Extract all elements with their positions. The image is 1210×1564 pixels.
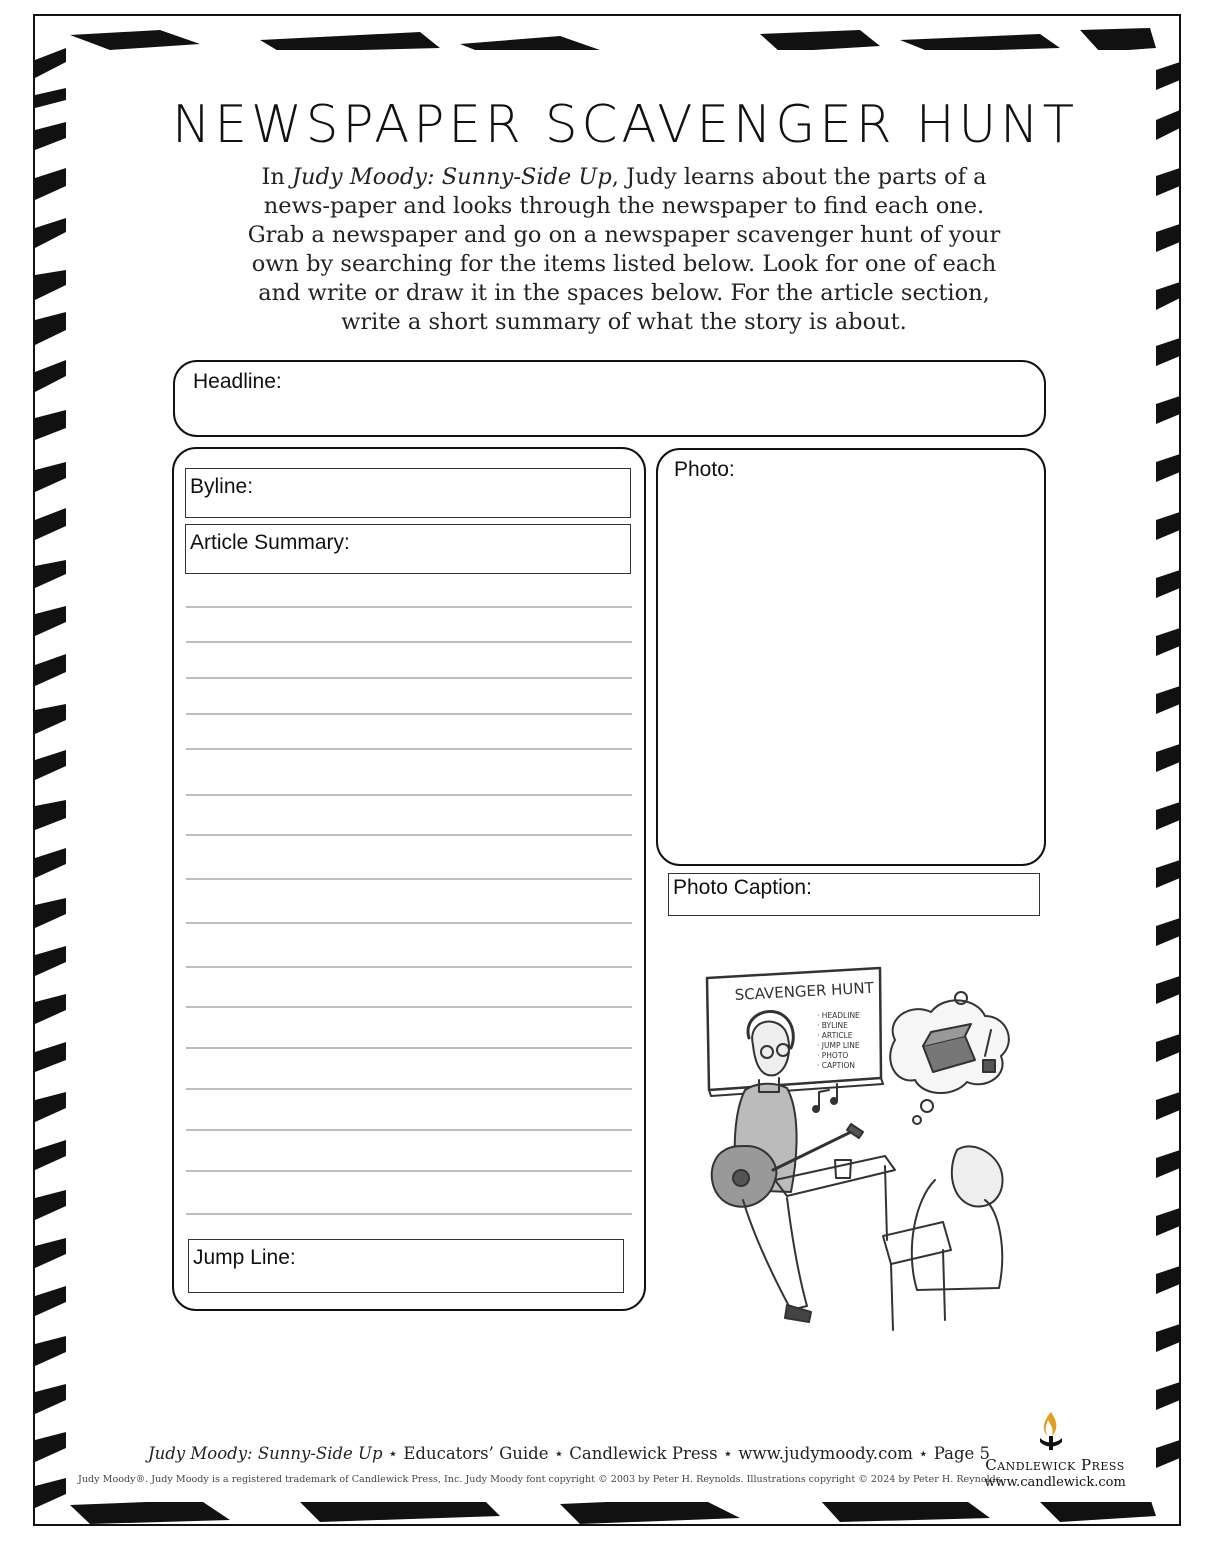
- footer-legal: Judy Moody®. Judy Moody is a registered trademark of Candlewick Press, Inc. Judy Moody font copyright © 2003 by Peter H. Reynolds. Illustrations copyright © 2024 by Peter H. Reynolds.: [78, 1474, 1004, 1485]
- writing-line: [186, 1213, 632, 1215]
- brand-name: Candlewick Press: [985, 1456, 1125, 1474]
- board-item: · JUMP LINE: [817, 1041, 860, 1050]
- photo-box[interactable]: [656, 448, 1046, 866]
- article-summary-label: Article Summary:: [190, 531, 350, 554]
- headline-box[interactable]: [173, 360, 1046, 437]
- board-item: · PHOTO: [817, 1051, 849, 1060]
- writing-line: [186, 1088, 632, 1090]
- photo-label: Photo:: [674, 458, 735, 481]
- writing-line: [186, 966, 632, 968]
- publisher-brand: [975, 1456, 1135, 1490]
- brand-url[interactable]: www.candlewick.com: [984, 1475, 1126, 1490]
- jump-line-label: Jump Line:: [193, 1246, 296, 1269]
- writing-line: [186, 794, 632, 796]
- writing-line: [186, 641, 632, 643]
- writing-line: [186, 713, 632, 715]
- writing-line: [186, 748, 632, 750]
- teacher-guitar-illustration: [695, 960, 1025, 1340]
- writing-line: [186, 1047, 632, 1049]
- writing-line: [186, 677, 632, 679]
- footer-credits: Judy Moody: Sunny-Side Up ⋆ Educators’ Guide ⋆ Candlewick Press ⋆ www.judymoody.com ⋆ Page 5: [148, 1444, 991, 1463]
- board-item: · CAPTION: [817, 1061, 855, 1070]
- byline-field[interactable]: [185, 468, 631, 518]
- writing-line: [186, 878, 632, 880]
- candlewick-flame-icon: [1036, 1410, 1066, 1452]
- footer-book-title: Judy Moody: Sunny-Side Up: [148, 1444, 383, 1463]
- intro-book-title: Judy Moody: Sunny-Side Up: [291, 164, 612, 190]
- writing-line: [186, 1129, 632, 1131]
- page-title: NEWSPAPER SCAVENGER HUNT: [171, 95, 1079, 155]
- writing-line: [186, 1006, 632, 1008]
- board-item: · BYLINE: [817, 1021, 848, 1030]
- headline-label: Headline:: [193, 370, 282, 393]
- writing-line: [186, 1170, 632, 1172]
- board-item: · ARTICLE: [817, 1031, 853, 1040]
- jump-line-field[interactable]: [188, 1239, 624, 1293]
- writing-line: [186, 606, 632, 608]
- intro-paragraph: In Judy Moody: Sunny-Side Up, Judy learns about the parts of a news-paper and looks through the newspaper to find each one. Grab a newspaper and go on a newspaper scavenger hunt of your own by searching for the items listed below. Look for one of each and write or draw it in the spaces below. For the article section, write a short summary of what the story is about.: [247, 164, 1001, 335]
- byline-label: Byline:: [190, 475, 254, 498]
- photo-caption-field[interactable]: [668, 873, 1040, 916]
- board-item: · HEADLINE: [817, 1011, 860, 1020]
- article-summary-field[interactable]: [185, 524, 631, 574]
- photo-caption-label: Photo Caption:: [673, 876, 812, 899]
- writing-line: [186, 922, 632, 924]
- board-title: SCAVENGER HUNT: [734, 978, 875, 1004]
- writing-line: [186, 834, 632, 836]
